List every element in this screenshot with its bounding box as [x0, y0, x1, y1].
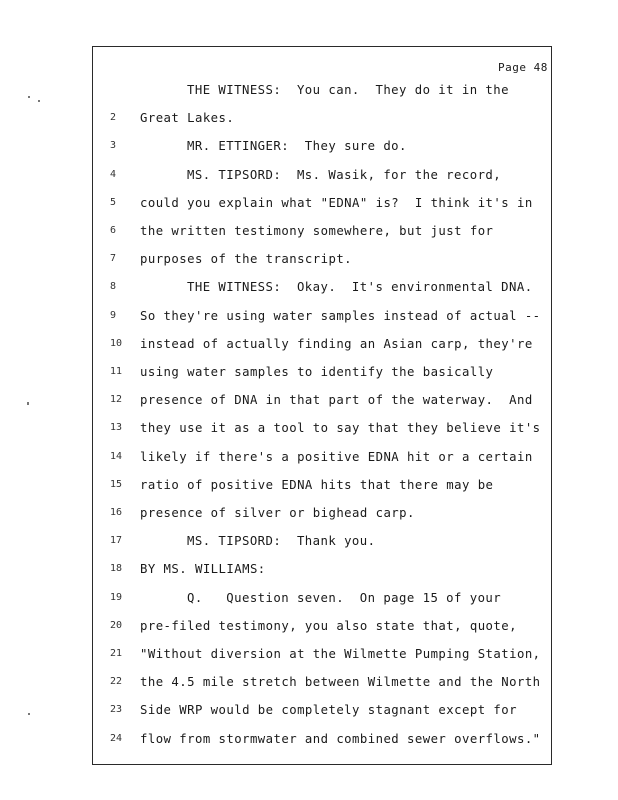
scan-speck [27, 402, 29, 405]
line-text: MS. TIPSORD: Ms. Wasik, for the record, [187, 167, 502, 182]
line-number: 16 [110, 507, 123, 518]
line-number: 6 [110, 225, 117, 236]
transcript-line [0, 616, 618, 636]
line-number: 14 [110, 450, 123, 462]
line-text: THE WITNESS: You can. They do it in the [187, 83, 509, 97]
transcript-line [0, 644, 618, 664]
transcript-line [0, 221, 618, 241]
transcript-line [0, 362, 618, 382]
line-text: instead of actually finding an Asian carp, they're [140, 336, 533, 351]
line-text: they use it as a tool to say that they believe it's [140, 421, 541, 436]
line-number: 15 [110, 478, 123, 490]
transcript-line [0, 475, 618, 495]
line-text: ratio of positive EDNA hits that there may be [140, 477, 494, 492]
line-text: Q. Question seven. On page 15 of your [187, 590, 502, 605]
transcript-line [0, 277, 618, 297]
line-text: could you explain what "EDNA" is? I think it's in [140, 195, 533, 210]
line-number: 18 [110, 563, 123, 575]
transcript-line [0, 729, 618, 749]
transcript-line [0, 588, 618, 608]
line-text: "Without diversion at the Wilmette Pumping Station, [140, 647, 541, 661]
transcript-line [0, 531, 618, 551]
line-text: purposes of the transcript. [140, 252, 353, 267]
line-number: 19 [110, 591, 123, 603]
line-number: 9 [110, 309, 117, 321]
page-number: Page 48 [498, 61, 548, 74]
transcript-line [0, 672, 618, 692]
transcript-line [0, 447, 618, 467]
transcript-line [0, 418, 618, 438]
line-number: 3 [110, 140, 117, 152]
line-text: Side WRP would be completely stagnant except for [140, 703, 517, 718]
line-text: presence of DNA in that part of the waterway. And [140, 393, 533, 408]
transcript-line [0, 503, 618, 523]
transcript-line [0, 136, 618, 156]
line-text: flow from stormwater and combined sewer overflows." [140, 731, 541, 746]
line-text: the 4.5 mile stretch between Wilmette and the North [140, 675, 541, 690]
line-number: 7 [110, 253, 117, 265]
line-text: BY MS. WILLIAMS: [140, 562, 266, 577]
line-text: MR. ETTINGER: They sure do. [187, 139, 407, 154]
line-number: 23 [110, 704, 123, 716]
transcript-line [0, 306, 618, 326]
line-text: presence of silver or bighead carp. [140, 506, 415, 520]
line-text: pre-filed testimony, you also state that, quote, [140, 618, 517, 633]
line-number: 11 [110, 366, 123, 377]
line-text: Great Lakes. [140, 111, 235, 126]
transcript-line [0, 108, 618, 128]
line-number: 24 [110, 732, 123, 744]
line-text: using water samples to identify the basically [140, 365, 494, 379]
transcript-line [0, 700, 618, 720]
scan-speck [28, 96, 30, 98]
line-text: likely if there's a positive EDNA hit or a certain [140, 449, 533, 464]
line-text: So they're using water samples instead of actual -- [140, 308, 541, 323]
transcript-line [0, 80, 618, 100]
transcript-line [0, 249, 618, 269]
line-number: 10 [110, 337, 123, 349]
line-number: 8 [110, 281, 117, 293]
line-number: 2 [110, 112, 117, 124]
line-number: 12 [110, 394, 123, 406]
line-text: MS. TIPSORD: Thank you. [187, 534, 376, 549]
transcript-line [0, 165, 618, 185]
line-number: 20 [110, 619, 123, 631]
line-text: the written testimony somewhere, but just for [140, 224, 494, 238]
scan-speck [28, 713, 30, 715]
transcript-line [0, 193, 618, 213]
line-number: 4 [110, 168, 117, 180]
line-number: 21 [110, 648, 123, 659]
line-number: 22 [110, 676, 123, 688]
line-text: THE WITNESS: Okay. It's environmental DNA. [187, 280, 533, 295]
line-number: 5 [110, 196, 117, 208]
scan-speck [38, 100, 40, 102]
transcript-line [0, 390, 618, 410]
line-number: 17 [110, 535, 123, 547]
line-number: 13 [110, 422, 123, 434]
transcript-line [0, 559, 618, 579]
transcript-line [0, 334, 618, 354]
